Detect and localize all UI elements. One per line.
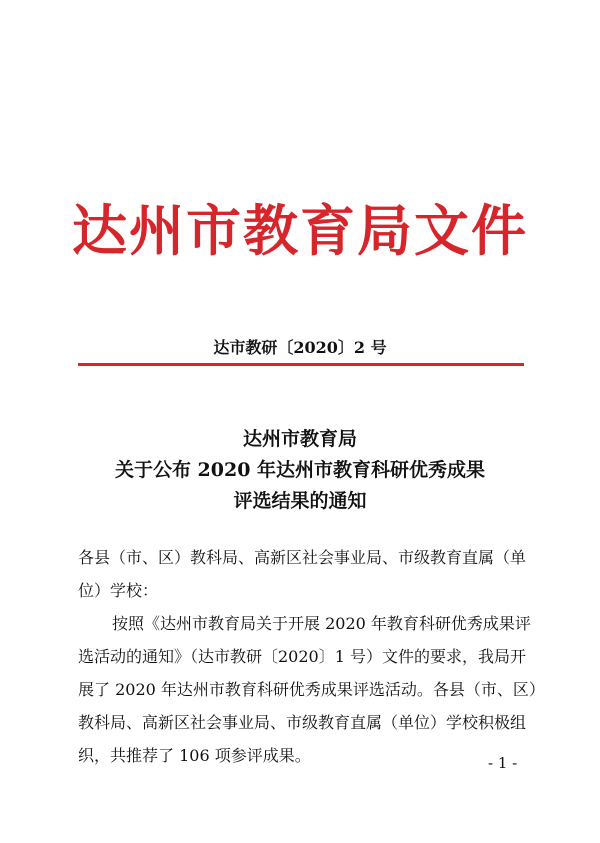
document-number: 达市教研〔2020〕2 号	[213, 338, 387, 357]
body-text-line: 选活动的通知》（达市教研〔2020〕1 号）文件的要求，我局开	[78, 647, 526, 666]
body-text-line: 展了 2020 年达州市教育科研优秀成果评选活动。各县（市、区）	[78, 680, 545, 699]
page-number: - 1 -	[488, 754, 518, 772]
body-text-line: 各县（市、区）教科局、高新区社会事业局、市级教育直属（单	[78, 548, 527, 567]
masthead-title: 达州市教育局文件	[71, 199, 528, 263]
notice-title-line-1: 达州市教育局	[242, 428, 357, 450]
notice-title-line-2: 关于公布 2020 年达州市教育科研优秀成果	[114, 459, 486, 481]
notice-title-line-3: 评选结果的通知	[233, 490, 367, 512]
red-divider-line	[78, 363, 524, 366]
body-text-line: 织，共推荐了 106 项参评成果。	[78, 746, 311, 765]
body-text-line: 教科局、高新区社会事业局、市级教育直属（单位）学校积极组	[78, 713, 527, 732]
body-text-line: 按照《达州市教育局关于开展 2020 年教育科研优秀成果评	[112, 614, 531, 633]
body-text-line: 位）学校：	[78, 581, 159, 600]
